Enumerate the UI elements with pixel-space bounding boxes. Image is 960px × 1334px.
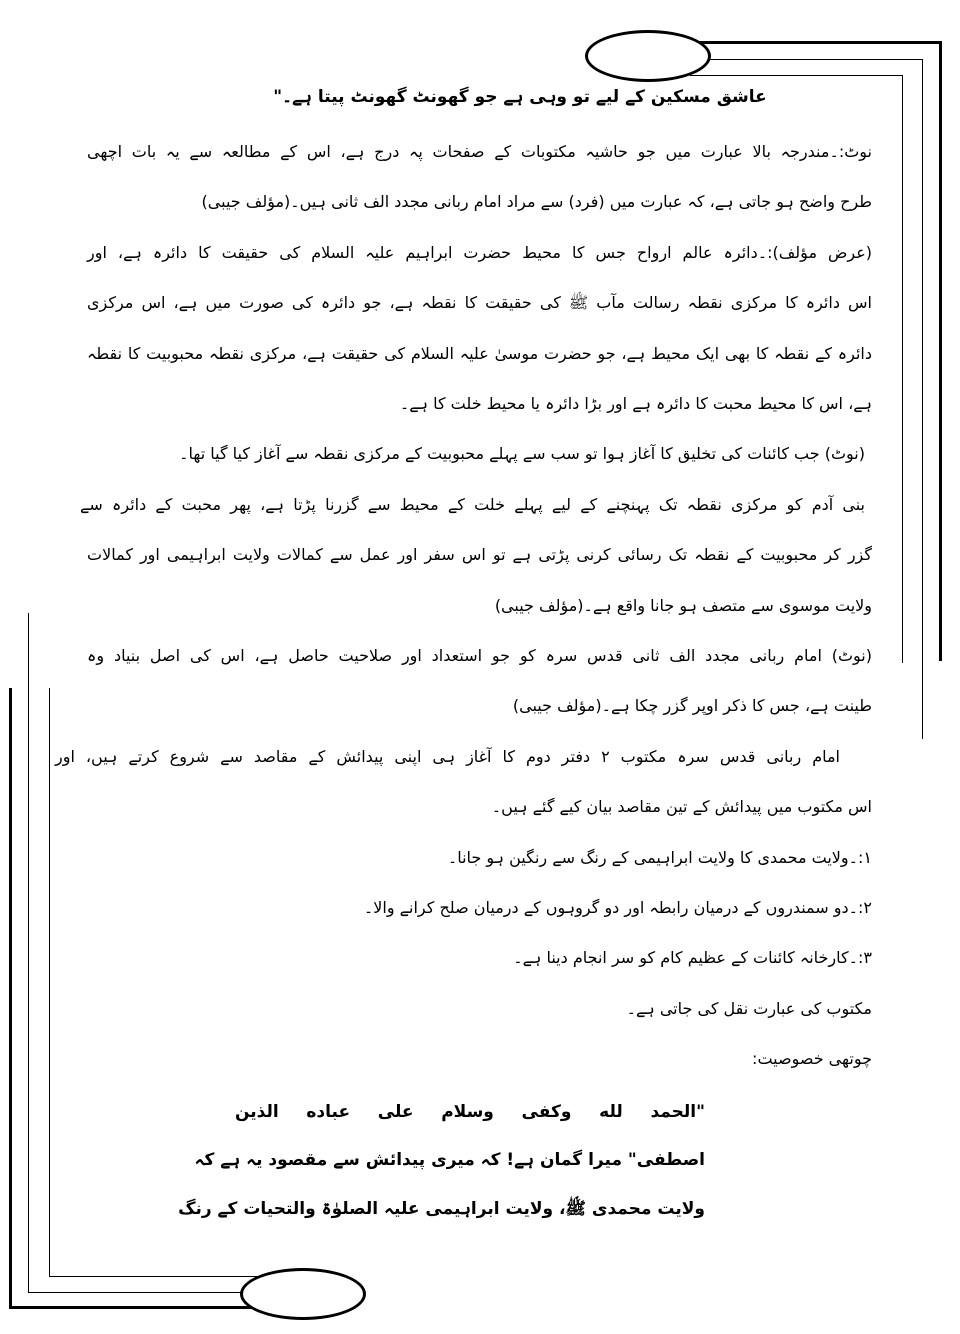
frame-line (939, 41, 942, 661)
text-line: طینت ہے، جس کا ذکر اوپر گزر چکا ہے۔(مؤلف جیبی) (512, 696, 872, 716)
text-line: ۳:۔کارخانہ کائنات کے عظیم کام کو سر انجام دینا ہے۔ (513, 948, 872, 968)
frame-line (9, 688, 12, 1309)
text-line: (نوٹ) جب کائنات کی تخلیق کا آغاز ہوا تو سب سے پہلے محبوبیت کے مرکزی نقطہ سے آغاز کیا گیا تھا۔ (179, 444, 865, 464)
text-line: دائرہ کے نقطہ کا بھی ایک محیط ہے، جو حضرت موسیٰ علیہ السلام کی حقیقت ہے، مرکزی نقطہ محبوبیت کا نقطہ (87, 343, 873, 363)
text-line: ہے، اس کا محیط محبت کا دائرہ ہے اور بڑا دائرہ یا محیط خلت کا ہے۔ (399, 394, 872, 413)
frame-line (28, 1292, 243, 1293)
frame-oval-bottom (240, 1268, 366, 1320)
frame-line (705, 59, 923, 60)
text-line: اس دائرہ کا مرکزی نقطہ رسالت مآب ﷺ کی حقیقت کا نقطہ ہے، جو دائرہ کی صورت میں ہے، اس مرکزی (87, 293, 872, 313)
quote-line: اصطفى" میرا گمان ہے! کہ میری پیدائش سے مقصود یہ ہے کہ (194, 1150, 705, 1170)
frame-line (9, 1306, 254, 1309)
quote-line: ولایت محمدی ﷺ، ولایت ابراہیمی علیہ الصلوٰۃ والتحیات کے رنگ (178, 1199, 705, 1219)
text-line: گزر کر محبوبیت کے نقطہ تک رسائی کرنی پڑتی ہے تو اس سفر اور عمل سے کمالات ولایت ابراہیمی اور کمالات (87, 545, 872, 565)
text-line: بنی آدم کو مرکزی نقطہ تک پہنچنے کے لیے پہلے خلت کے محیط سے گزرنا پڑتا ہے، پھر محبت کے دائرہ سے (80, 494, 865, 514)
text-line: ۱:۔ولایت محمدی کا ولایت ابراہیمی کے رنگ سے رنگین ہو جانا۔ (447, 847, 872, 867)
frame-line (49, 688, 50, 1276)
frame-line (49, 1276, 259, 1277)
text-line: (عرض مؤلف):۔دائرہ عالم ارواح جس کا محیط حضرت ابراہیم علیہ السلام کی حقیقت کا دائرہ ہے، اور (87, 242, 872, 262)
text-line: (نوٹ) امام ربانی مجدد الف ثانی قدس سرہ کو جو استعداد اور صلاحیت حاصل ہے، اس کی اصل بنیاد وہ (87, 646, 872, 665)
frame-line (922, 59, 923, 739)
title-line: عاشق مسکین کے لیے تو وہی ہے جو گھونٹ گھونٹ پیتا ہے۔" (273, 87, 767, 107)
text-line: امام ربانی قدس سرہ مکتوب ۲ دفتر دوم کا آغاز ہی اپنی پیدائش کے مقاصد سے شروع کرتے ہیں، اور (55, 746, 840, 766)
text-line: ولایت موسوی سے متصف ہو جانا واقع ہے۔(مؤلف جیبی) (494, 595, 872, 615)
frame-line (902, 75, 903, 663)
text-line: ۲:۔دو سمندروں کے درمیان رابطہ اور دو گروہوں کے درمیان صلح کرانے والا۔ (363, 898, 872, 917)
frame-line (690, 75, 902, 76)
text-line: چوتھی خصوصیت: (752, 1049, 872, 1069)
text-line: طرح واضح ہو جاتی ہے، کہ عبارت میں (فرد) سے مراد امام ربانی مجدد الف ثانی ہیں۔(مؤلف جیبی) (201, 192, 872, 212)
frame-oval-top (585, 30, 711, 82)
text-line: اس مکتوب میں پیدائش کے تین مقاصد بیان کیے گئے ہیں۔ (491, 797, 872, 817)
text-line: نوٹ:۔مندرجہ بالا عبارت میں جو حاشیہ مکتوبات کے صفحات پہ درج ہے، اس کے مطالعہ سے یہ بات اچھی (87, 142, 872, 161)
frame-line (700, 41, 941, 44)
quote-line: "الحمد لله وكفى وسلام على عباده الذين (235, 1102, 705, 1122)
text-line: مکتوب کی عبارت نقل کی جاتی ہے۔ (626, 998, 872, 1018)
frame-line (28, 613, 29, 1293)
